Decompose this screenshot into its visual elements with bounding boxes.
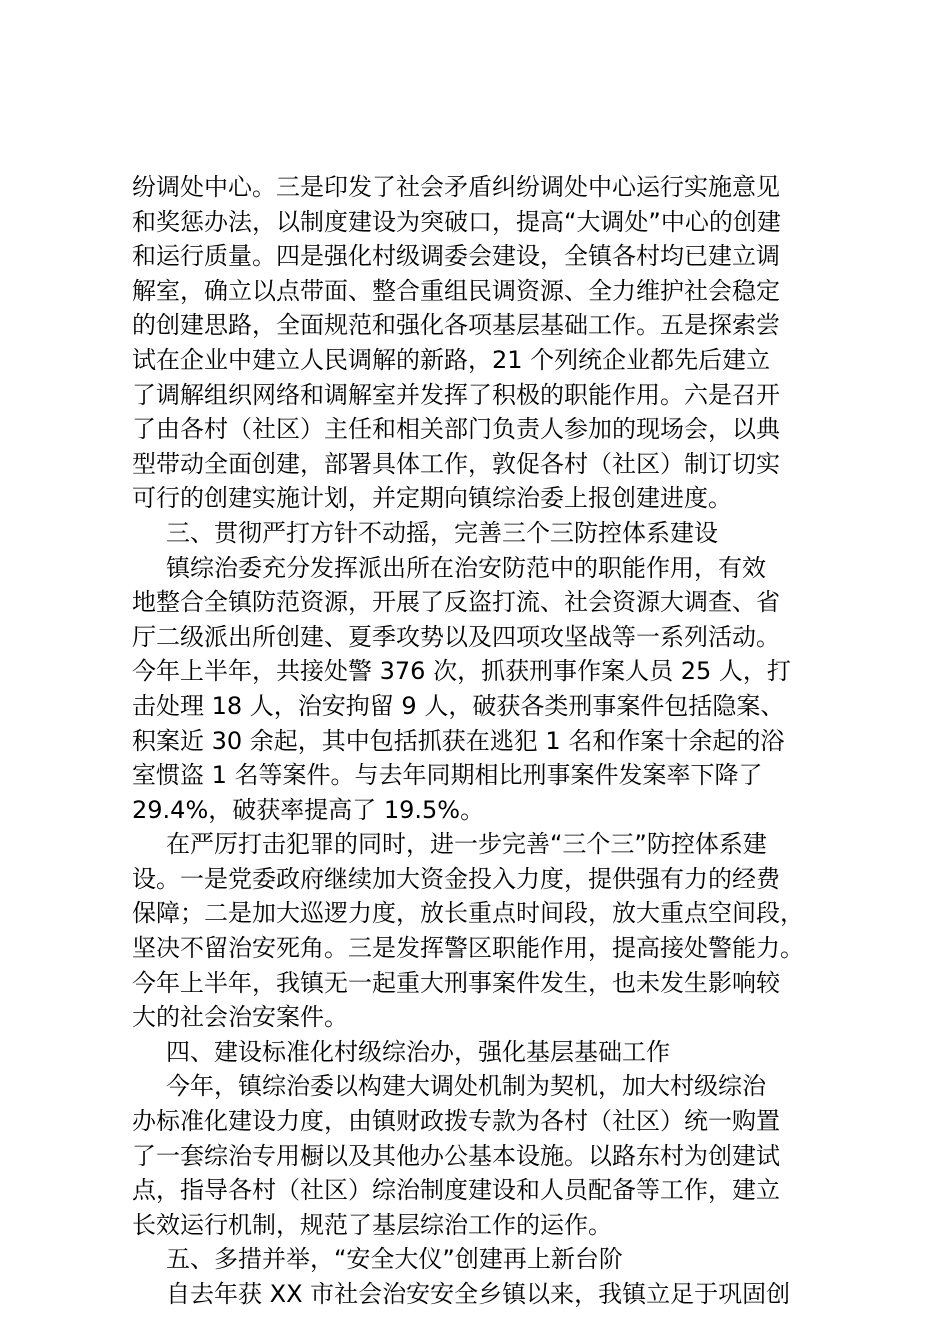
text-line: 保障；二是加大巡逻力度，放长重点时间段，放大重点空间段， [132,899,804,928]
text-line: 击处理 18 人，治安拘留 9 人，破获各类刑事案件包括隐案、 [132,691,785,720]
text-line: 点，指导各村（社区）综治制度建设和人员配备等工作，建立 [132,1176,780,1205]
text-line: 今年上半年，共接处警 376 次，抓获刑事作案人员 25 人，打 [132,657,791,686]
text-line: 坚决不留治安死角。三是发挥警区职能作用，提高接处警能力。 [132,934,804,963]
text-line: 和奖惩办法，以制度建设为突破口，提高“大调处”中心的创建 [132,207,781,236]
text-line: 地整合全镇防范资源，开展了反盗打流、社会资源大调查、省 [132,588,780,617]
text-line: 解室，确立以点带面、整合重组民调资源、全力维护社会稳定 [132,276,780,305]
text-line: 纷调处中心。三是印发了社会矛盾纠纷调处中心运行实施意见 [132,173,780,201]
text-line: 的创建思路，全面规范和强化各项基层基础工作。五是探索尝 [132,311,780,340]
text-line: 试在企业中建立人民调解的新路，21 个列统企业都先后建立 [132,345,771,374]
text-line: 设。一是党委政府继续加大资金投入力度，提供强有力的经费 [132,864,780,893]
text-line: 自去年获 XX 市社会治安安全乡镇以来，我镇立足于巩固创 [166,1280,791,1308]
text-line: 在严厉打击犯罪的同时，进一步完善“三个三”防控体系建 [166,830,767,859]
text-line: 室惯盗 1 名等案件。与去年同期相比刑事案件发案率下降了 [132,761,763,790]
text-line: 29.4%，破获率提高了 19.5%。 [132,795,485,824]
text-line: 了一套综治专用橱以及其他办公基本设施。以路东村为创建试 [132,1141,780,1170]
text-line: 镇综治委充分发挥派出所在治安防范中的职能作用，有效 [166,553,766,582]
text-line: 今年，镇综治委以构建大调处机制为契机，加大村级综治 [166,1072,766,1101]
text-line: 长效运行机制，规范了基层综治工作的运作。 [132,1210,612,1239]
document-body [132,170,844,1312]
section-heading: 四、建设标准化村级综治办，强化基层基础工作 [166,1037,670,1066]
text-line: 和运行质量。四是强化村级调委会建设，全镇各村均已建立调 [132,242,780,271]
section-heading: 三、贯彻严打方针不动摇，完善三个三防控体系建设 [166,518,718,547]
text-line: 大的社会治安案件。 [132,1003,348,1032]
text-line: 厅二级派出所创建、夏季攻势以及四项攻坚战等一系列活动。 [132,622,780,651]
section-heading: 五、多措并举，“安全大仪”创建再上新台阶 [166,1245,623,1274]
text-line: 积案近 30 余起，其中包括抓获在逃犯 1 名和作案十余起的浴 [132,726,785,755]
text-line: 型带动全面创建，部署具体工作，敦促各村（社区）制订切实 [132,449,780,478]
text-line: 今年上半年，我镇无一起重大刑事案件发生，也未发生影响较 [132,968,780,997]
text-line: 了调解组织网络和调解室并发挥了积极的职能作用。六是召开 [132,380,780,409]
text-line: 可行的创建实施计划，并定期向镇综治委上报创建进度。 [132,484,732,513]
text-line: 办标准化建设力度，由镇财政拨专款为各村（社区）统一购置 [132,1107,780,1136]
text-line: 了由各村（社区）主任和相关部门负责人参加的现场会，以典 [132,415,780,444]
